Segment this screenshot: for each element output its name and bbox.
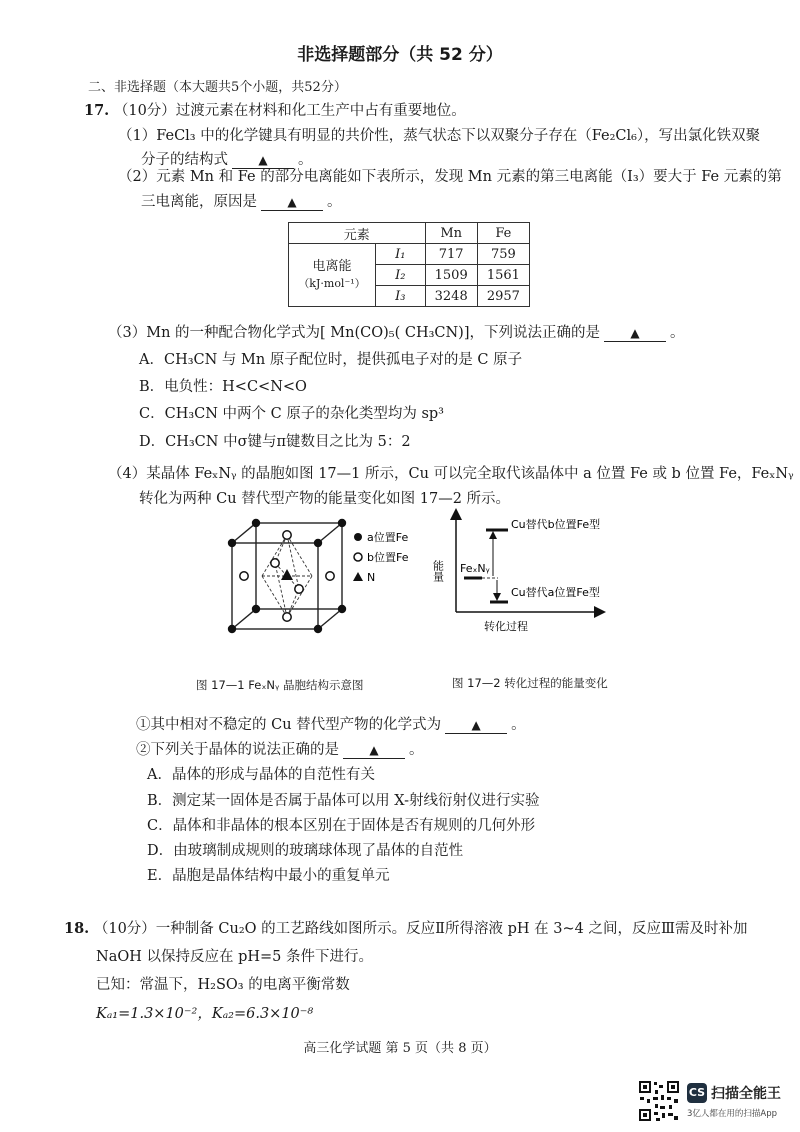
page-title: 非选择题部分（共 52 分） (297, 45, 503, 65)
answer-blank[interactable] (445, 717, 507, 734)
table-cell: 1509 (425, 265, 477, 286)
page-footer: 高三化学试题 第 5 页（共 8 页） (303, 1041, 497, 1056)
period: 。 (670, 325, 685, 341)
q17-part4-line2: 转化为两种 Cu 替代型产物的能量变化如图 17—2 所示。 (139, 491, 511, 507)
scanner-brand: 扫描全能王 (711, 1086, 781, 1102)
answer-blank[interactable] (604, 325, 666, 342)
label-unit: （kJ·mol⁻¹） (298, 277, 366, 290)
prompt-text: ②下列关于晶体的说法正确的是 (136, 742, 339, 758)
table-row-label (289, 244, 376, 307)
question-18-line4: Kₐ₁=1.3×10⁻²，Kₐ₂=6.3×10⁻⁸ (96, 1006, 314, 1022)
question-18-line1 (64, 917, 747, 938)
question-18-line2: NaOH 以保持反应在 pH=5 条件下进行。 (96, 949, 373, 965)
table-cell: 1561 (477, 265, 529, 286)
table-header-row (289, 223, 530, 244)
table-cell: 3248 (425, 286, 477, 307)
q17-sub2 (136, 738, 424, 759)
energy-diagram-figure (432, 508, 622, 638)
sub2-option-c[interactable]: C．晶体和非晶体的根本区别在于固体是否有规则的几何外形 (147, 818, 536, 834)
triangle-mark: ▲ (630, 326, 640, 340)
level-a-label: Cu替代a位置Fe型 (511, 586, 600, 599)
table-cell: 759 (477, 244, 529, 265)
q17-part4-line1: （4）某晶体 FeₓNᵧ 的晶胞如图 17—1 所示，Cu 可以完全取代该晶体中 a 位置 Fe 或 b 位置 Fe，FeₓNᵧ (108, 466, 794, 482)
y-axis-label: 能量 (432, 560, 445, 582)
sub2-option-d[interactable]: D．由玻璃制成规则的玻璃球体现了晶体的自范性 (147, 843, 464, 859)
period: 。 (327, 194, 342, 210)
ionization-energy-table (288, 222, 530, 307)
table-cell: 2957 (477, 286, 529, 307)
prompt-text: （3）Mn 的一种配合物化学式为[ Mn(CO)₅( CH₃CN)]，下列说法正确的是 (108, 325, 600, 341)
triangle-mark: ▲ (369, 743, 379, 757)
option-a[interactable]: A．CH₃CN 与 Mn 原子配位时，提供孤电子对的是 C 原子 (139, 352, 523, 368)
question-text: （10分）过渡元素在材料和化工生产中占有重要地位。 (113, 103, 466, 119)
level-mid-label: FeₓNᵧ (460, 562, 490, 575)
option-c[interactable]: C．CH₃CN 中两个 C 原子的杂化类型均为 sp³ (139, 406, 444, 422)
q17-sub1 (136, 713, 526, 734)
x-axis-label: 转化过程 (484, 620, 528, 633)
sub2-option-b[interactable]: B．测定某一固体是否属于晶体可以用 X-射线衍射仪进行实验 (147, 793, 540, 809)
question-18-line3: 已知：常温下，H₂SO₃ 的电离平衡常数 (96, 977, 350, 993)
table-cell-symbol: I₂ (376, 265, 426, 286)
table-cell-symbol: I₁ (376, 244, 426, 265)
label-line: 电离能 (312, 259, 352, 274)
period: 。 (511, 717, 526, 733)
table-header-element: 元素 (289, 223, 426, 244)
table-row (289, 244, 530, 265)
question-17-intro (84, 99, 466, 120)
prompt-text: 三电离能，原因是 (141, 194, 257, 210)
answer-blank[interactable] (343, 742, 405, 759)
triangle-mark: ▲ (471, 718, 481, 732)
period: 。 (298, 152, 313, 168)
period: 。 (409, 742, 424, 758)
figure-17-1-caption: 图 17—1 FeₓNᵧ 晶胞结构示意图 (196, 678, 364, 692)
question-text: （10分）一种制备 Cu₂O 的工艺路线如图所示。反应Ⅱ所得溶液 pH 在 3~4 之间，反应Ⅲ需及时补加 (93, 921, 748, 937)
sub2-option-a[interactable]: A．晶体的形成与晶体的自范性有关 (147, 767, 375, 783)
section-heading: 二、非选择题（本大题共5个小题，共52分） (88, 80, 347, 95)
scanner-tagline: 3亿人都在用的扫描App (687, 1109, 778, 1119)
triangle-mark: ▲ (287, 195, 297, 209)
legend-a-fe: a位置Fe (367, 531, 409, 544)
figure-17-2-caption: 图 17—2 转化过程的能量变化 (452, 676, 608, 690)
question-number: 17. (84, 102, 110, 119)
legend-b-fe: b位置Fe (367, 551, 409, 564)
table-header-fe: Fe (477, 223, 529, 244)
legend-n: N (367, 571, 376, 584)
table-cell-symbol: I₃ (376, 286, 426, 307)
qr-code-icon (638, 1080, 680, 1122)
q17-part1-line1: （1）FeCl₃ 中的化学键具有明显的共价性，蒸气状态下以双聚分子存在（Fe₂Cl₆），写出氯化铁双聚 (118, 128, 761, 144)
scanner-logo-badge: CS (687, 1083, 707, 1103)
level-b-label: Cu替代b位置Fe型 (511, 518, 601, 531)
triangle-mark: ▲ (258, 153, 268, 167)
prompt-text: ①其中相对不稳定的 Cu 替代型产物的化学式为 (136, 717, 442, 733)
sub2-option-e[interactable]: E．晶胞是晶体结构中最小的重复单元 (147, 868, 390, 884)
prompt-text: 分子的结构式 (141, 152, 228, 168)
crystal-cell-figure (222, 515, 422, 640)
option-d[interactable]: D．CH₃CN 中σ键与π键数目之比为 5：2 (139, 434, 411, 450)
option-b[interactable]: B．电负性：H<C<N<O (139, 379, 307, 395)
answer-blank[interactable] (261, 194, 323, 211)
table-cell: 717 (425, 244, 477, 265)
question-number: 18. (64, 920, 90, 937)
q17-part2-line2 (141, 190, 342, 211)
q17-part3-line (108, 321, 685, 342)
q17-part2-line1: （2）元素 Mn 和 Fe 的部分电离能如下表所示，发现 Mn 元素的第三电离能（I₃）要大于 Fe 元素的第 (118, 169, 782, 185)
table-header-mn: Mn (425, 223, 477, 244)
